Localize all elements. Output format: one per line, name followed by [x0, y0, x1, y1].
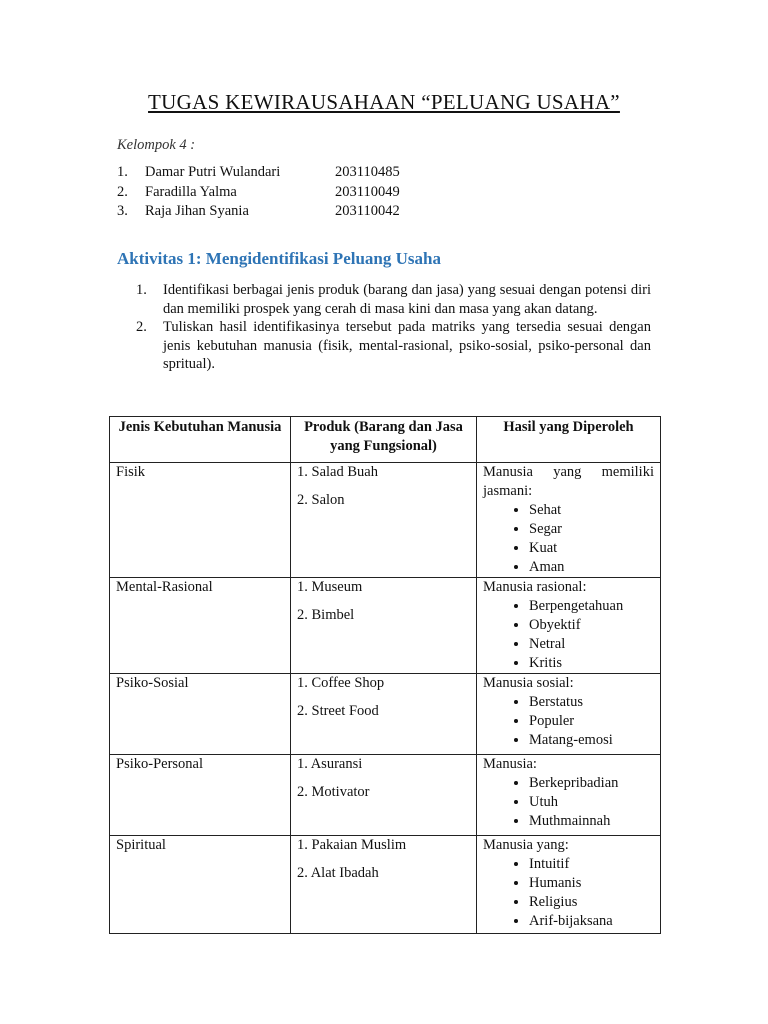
member-name: Damar Putri Wulandari	[145, 164, 281, 180]
member-name: Faradilla Yalma	[145, 183, 237, 200]
products-cell	[291, 836, 477, 934]
product-list	[297, 836, 470, 883]
instruction-number: 1.	[136, 282, 147, 298]
group-label: Kelompok 4 :	[117, 137, 196, 153]
table-row	[110, 836, 661, 934]
result-item: • Kritis	[529, 654, 654, 673]
product-list	[297, 463, 470, 510]
document-title: TUGAS KEWIRAUSAHAAN “PELUANG USAHA”	[148, 90, 620, 114]
product-item: 2. Motivator	[297, 784, 370, 800]
table-row	[110, 755, 661, 836]
result-item: • Aman	[529, 558, 654, 577]
result-list	[483, 774, 654, 831]
result-item: • Berpengetahuan	[529, 597, 654, 616]
result-list	[483, 855, 654, 931]
product-item: 2. Bimbel	[297, 607, 355, 623]
result-intro: Manusia yang:	[483, 837, 569, 853]
product-item: 2. Salon	[297, 492, 345, 508]
result-intro: Manusia rasional:	[483, 579, 587, 595]
result-list	[483, 501, 654, 577]
product-list	[297, 755, 470, 802]
result-item: • Humanis	[529, 874, 654, 893]
products-cell	[291, 755, 477, 836]
result-item: • Intuitif	[529, 855, 654, 874]
header-need-type: Jenis Kebutuhan Manusia	[110, 417, 291, 463]
member-number: 1.	[117, 164, 128, 180]
result-item: • Utuh	[529, 793, 654, 812]
product-item: 1. Salad Buah	[297, 464, 378, 480]
member-list	[117, 163, 400, 222]
product-item: 1. Coffee Shop	[297, 675, 385, 691]
section-heading: Aktivitas 1: Mengidentifikasi Peluang Usaha	[117, 249, 441, 268]
header-results: Hasil yang Diperoleh	[477, 417, 661, 463]
instruction-item	[136, 318, 651, 374]
result-item: • Obyektif	[529, 616, 654, 635]
product-list	[297, 674, 470, 721]
member-id: 203110485	[335, 164, 400, 180]
result-intro: Manusia:	[483, 756, 537, 772]
product-item: 2. Street Food	[297, 703, 379, 719]
result-intro: Manusia sosial:	[483, 675, 574, 691]
table-row	[110, 578, 661, 674]
result-item: • Religius	[529, 893, 654, 912]
result-item: • Arif-bijaksana	[529, 912, 654, 931]
results-cell	[477, 463, 661, 578]
instruction-number: 2.	[136, 319, 147, 335]
table-row	[110, 463, 661, 578]
result-item: • Segar	[529, 520, 654, 539]
member-id: 203110042	[335, 203, 400, 219]
table-row	[110, 674, 661, 755]
member-number: 2.	[117, 183, 128, 200]
result-intro: Manusia yang memiliki jasmani:	[483, 464, 654, 499]
results-cell	[477, 578, 661, 674]
result-item: • Berkepribadian	[529, 774, 654, 793]
result-item: • Kuat	[529, 539, 654, 558]
need-cell: Psiko-Sosial	[110, 674, 291, 755]
product-item: 1. Pakaian Muslim	[297, 837, 407, 853]
table-header-row	[110, 417, 661, 463]
member-row	[117, 183, 400, 203]
need-cell: Mental-Rasional	[110, 578, 291, 674]
results-cell	[477, 674, 661, 755]
results-cell	[477, 755, 661, 836]
need-cell: Psiko-Personal	[110, 755, 291, 836]
result-list	[483, 693, 654, 750]
products-cell	[291, 578, 477, 674]
products-cell	[291, 463, 477, 578]
results-cell	[477, 836, 661, 934]
member-id: 203110049	[335, 183, 400, 200]
product-item: 2. Alat Ibadah	[297, 865, 379, 881]
result-item: • Netral	[529, 635, 654, 654]
result-item: • Berstatus	[529, 693, 654, 712]
result-item: • Matang-emosi	[529, 731, 654, 750]
products-cell	[291, 674, 477, 755]
member-row	[117, 163, 400, 183]
result-list	[483, 597, 654, 673]
member-row	[117, 202, 400, 222]
header-products: Produk (Barang dan Jasa yang Fungsional)	[291, 417, 477, 463]
product-item: 1. Museum	[297, 579, 363, 595]
member-name: Raja Jihan Syania	[145, 203, 249, 219]
need-cell: Spiritual	[110, 836, 291, 934]
instruction-text: Identifikasi berbagai jenis produk (barang dan jasa) yang sesuai dengan potensi diri dan memiliki prospek yang cerah di masa kini dan masa yang akan datang.	[163, 282, 651, 317]
instruction-text: Tuliskan hasil identifikasinya tersebut pada matriks yang tersedia sesuai dengan jenis kebutuhan manusia (fisik, mental-rasional, psiko-sosial, psiko-personal dan spritual).	[163, 319, 651, 372]
result-item: • Populer	[529, 712, 654, 731]
needs-matrix-table	[109, 416, 661, 934]
instruction-item	[136, 281, 651, 318]
result-item: • Sehat	[529, 501, 654, 520]
result-item: • Muthmainnah	[529, 812, 654, 831]
product-list	[297, 578, 470, 625]
instruction-list	[136, 281, 651, 374]
member-number: 3.	[117, 203, 128, 219]
product-item: 1. Asuransi	[297, 756, 363, 772]
need-cell: Fisik	[110, 463, 291, 578]
